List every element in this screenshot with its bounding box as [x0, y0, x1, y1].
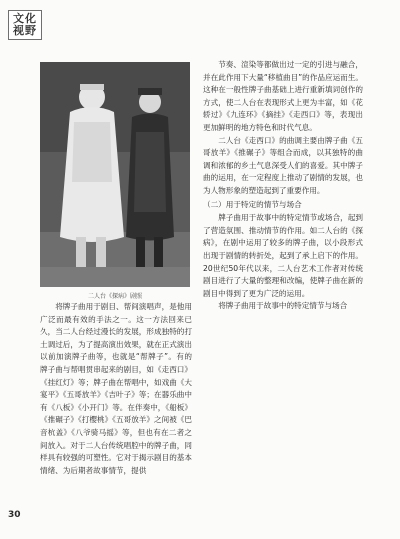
stage-photo-image: [40, 62, 190, 287]
paragraph-4: 将牌子曲用于故事中的特定情节与场合: [218, 301, 348, 311]
stage-photo: [40, 62, 190, 287]
paragraph-2: 二人台《走西口》的曲调主要由牌子曲《五哥放羊》《推碾子》等组合而成，以其独特的曲调和浓郁的乡土气息深受人们的喜爱。其中牌子曲的运用，在一定程度上推动了剧情的发展，也为人物形象的塑造起到了重要作用。: [203, 135, 363, 195]
section-tag-line2: 视野: [13, 24, 37, 37]
right-column: [203, 59, 363, 313]
left-column: [40, 301, 192, 477]
section-tag: [8, 10, 42, 40]
section-subheading: （二）用于特定的情节与场合: [203, 199, 302, 209]
left-paragraph: 将牌子曲用于剧目、帮间演唱声，是他用广泛而最有效的手法之一。这一方法回来已久，当二人台经过漫长的发展，形成独特的打土调过后，为了提高演出效果，就在正式演出以前加演牌子曲等，也就是“帮牌子”。有的牌子曲与帮唱贯串起来的剧目，如《走西口》《挂红灯》等；牌子曲在帮唱中，如戏曲《大宴平》《五哥放羊》《吉叶子》等；在器乐曲中有《八板》《小开门》等。在伴奏中，《船板》《推碾子》《打樱桃》《五哥放羊》之间被《巴音杭盖》《八爷骑马摇》等，但也有在二者之间放入。对于二人台传统唱腔中的牌子曲，同样具有较强的可塑性。它对于揭示剧目的基本情绪、为后期者故事情节，提供: [40, 302, 192, 475]
paragraph-3: 牌子曲用于故事中的特定情节或场合，起到了营造氛围、推动情节的作用。如二人台的《探病》，在剧中运用了较多的牌子曲，以小段形式出现于剧情的转折处，起到了承上启下的作用。20世纪50年代以来，二人台艺术工作者对传统剧目进行了大量的整理和改编，使牌子曲在新的剧目中得到了更为广泛的运用。: [203, 213, 363, 298]
photo-caption: 二人台《探病》剧照: [87, 293, 142, 300]
paragraph-1: 节奏、渲染等都做出过一定的引进与融合，并在此作用下大量“移植曲目”的作品应运而生。这种在一般性牌子曲基础上进行重新填词创作的方式，使二人台在表现形式上更为丰富，如《花轿过》《九连环》《摘挂》《走西口》等，表现出更加鲜明的地方特色和时代气息。: [203, 60, 363, 132]
page-number: 30: [8, 510, 21, 520]
section-tag-line1: 文化: [13, 12, 37, 25]
section-header: [8, 10, 42, 40]
